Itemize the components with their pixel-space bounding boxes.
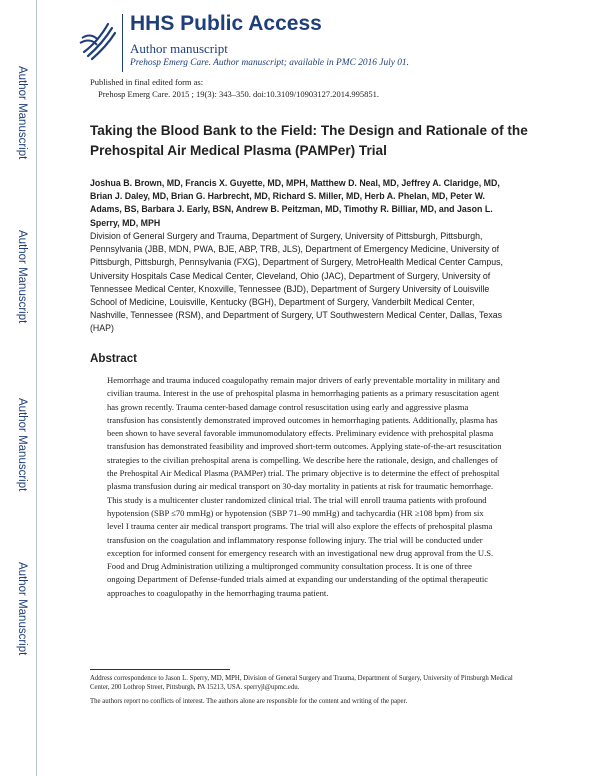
abstract-heading: Abstract xyxy=(90,352,138,365)
author-manuscript-sidebar xyxy=(0,0,44,776)
conflicts-footnote: The authors report no conflicts of interest. The authors alone are responsible for the content and writing of the paper. xyxy=(90,698,408,705)
affiliations: Division of General Surgery and Trauma, Department of Surgery, University of Pittsburgh, Pittsburgh, Pennsylvania (JBB, MDN, PWA, BJE, ABP, TRB, JLS), Department of Emergency Medicine, University of Pittsburgh, Pittsburgh, Pennsylvania (FXG), Department of Surgery, MetroHealth Medical Center Campus, University Hospitals Case Medical Center, Cleveland, Ohio (JAC), Department of Surgery, University of Tennessee Medical Center, Knoxville, Tennessee (BJD), Department of Surgery University of Louisville School of Medicine, Louisville, Kentucky (BGH), Department of Surgery, Vanderbilt Medical Center, Nashville, Tennessee (RSM), and Department of Surgery, UT Southwestern Medical Center, Dallas, Texas (HAP) xyxy=(90,231,503,334)
header-divider xyxy=(122,14,123,72)
sidebar-label: Author Manuscript xyxy=(16,398,28,492)
sidebar-label: Author Manuscript xyxy=(16,66,28,160)
hhs-header xyxy=(76,6,576,72)
citation: Prehosp Emerg Care. 2015 ; 19(3): 343–350. doi:10.3109/10903127.2014.995851. xyxy=(98,89,380,99)
sidebar-divider xyxy=(36,0,37,776)
header-title: HHS Public Access xyxy=(130,12,322,35)
author-list: Joshua B. Brown, MD, Francis X. Guyette, MD, MPH, Matthew D. Neal, MD, Jeffrey A. Claridge, MD, Brian J. Daley, MD, Brian G. Harbrecht, MD, Richard S. Miller, MD, Herb A. Phelan, MD, Peter W. Adams, BS, Barbara J. Early, BSN, Andrew B. Peitzman, MD, Timothy R. Billiar, MD, and Jason L. Sperry, MD, MPH xyxy=(90,178,500,228)
header-subtitle: Author manuscript xyxy=(130,41,228,56)
correspondence-footnote: Address correspondence to Jason L. Sperry, MD, MPH, Division of General Surgery and Trauma, Department of Surgery, University of Pittsburgh Medical Center, 200 Lothrop Street, Pittsburgh, PA 15213, USA. sperryjl@upmc.edu. xyxy=(90,675,513,691)
abstract-text: Hemorrhage and trauma induced coagulopathy remain major drivers of early preventable mortality in military and civilian trauma. Interest in the use of prehospital plasma in hemorrhaging patients as a primary resuscitation agent has grown recently. Trauma center-based damage control resuscitation using early and aggressive plasma transfusion has consistently demonstrated improved outcomes in hemorrhaging patients. Additionally, plasma has been shown to have several favorable immunomodulatory effects. Preliminary evidence with prehospital plasma transfusion has demonstrated feasibility and improved short-term outcomes. Applying state-of-the-art resuscitation strategies to the civilian prehospital arena is compelling. We describe here the rationale, design, and challenges of the Prehospital Air Medical Plasma (PAMPer) trial. The primary objective is to determine the effect of prehospital plasma transfusion during air medical transport on 30-day mortality in patients at risk for traumatic hemorrhage. This study is a multicenter cluster randomized clinical trial. The trial will enroll trauma patients with profound hypotension (SBP ≤70 mmHg) or hypotension (SBP 71–90 mmHg) and tachycardia (HR ≥108 bpm) from six level I trauma center air medical transport programs. The trial will also explore the effects of prehospital plasma transfusion on the coagulation and inflammatory response following injury. The trial will be conducted under exception for informed consent for emergency research with an investigational new drug approval from the U.S. Food and Drug Administration utilizing a multipronged community consultation process. It is one of three ongoing Department of Defense-funded trials aimed at expanding our understanding of the optimal therapeutic approaches to coagulopathy in the hemorrhaging trauma patient. xyxy=(107,375,502,598)
article-title: Taking the Blood Bank to the Field: The Design and Rationale of the Prehospital Air Medical Plasma (PAMPer) Trial xyxy=(90,123,528,158)
header-journal-meta: Prehosp Emerg Care. Author manuscript; available in PMC 2016 July 01. xyxy=(130,58,409,68)
hhs-eagle-logo-icon xyxy=(78,16,118,62)
sidebar-label: Author Manuscript xyxy=(16,562,28,656)
published-line: Published in final edited form as: xyxy=(90,77,204,87)
footnote-divider xyxy=(90,669,230,670)
sidebar-label: Author Manuscript xyxy=(16,230,28,324)
